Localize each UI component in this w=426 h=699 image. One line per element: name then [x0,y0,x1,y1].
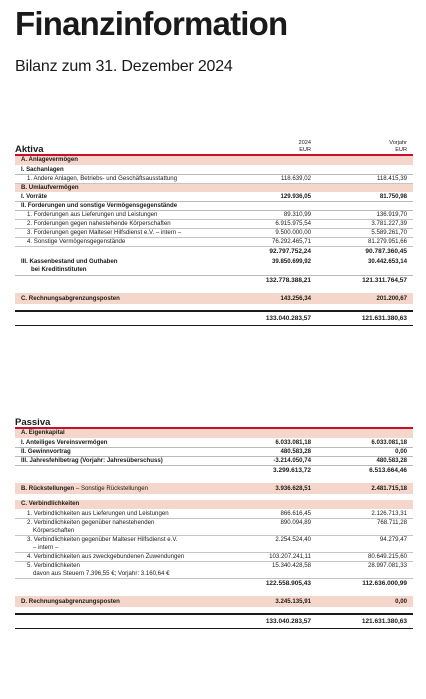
value-2024 [238,429,326,438]
passiva-table [15,414,413,629]
value-vorjahr: 112.636.000,99 [326,578,413,590]
passiva-row-it [15,552,413,561]
aktiva-heading: Aktiva [15,144,44,155]
row-label-line-2: davon aus Steuern 7.396,55 €; Vorjahr: 3.160,64 € [33,569,170,577]
row-label: 4. Sonstige Vermögensgegenstände [15,237,238,246]
aktiva-row-total [15,311,413,326]
value-2024: 129.936,05 [238,192,326,201]
row-label: I. Sachanlagen [15,165,238,174]
row-label: A. Eigenkapital [15,429,238,438]
column-unit-2024: EUR [299,147,311,153]
row-label-line-1: 5. Verbindlichkeiten [27,561,80,569]
value-2024: 2.254.524,40 [238,535,326,552]
row-label-line-1: 2. Verbindlichkeiten gegenüber nahestehenden [27,518,155,526]
aktiva-row-sub [15,201,413,210]
row-label-line-2: Körperschaften [33,526,75,534]
row-label: A. Anlagevermögen [15,156,238,165]
passiva-row-pink [15,596,413,607]
value-vorjahr [326,607,413,614]
value-2024: 9.500.000,00 [238,228,326,237]
row-label: 1. Verbindlichkeiten aus Lieferungen und Leistungen [15,509,238,518]
value-2024: 103.207.241,11 [238,552,326,561]
value-vorjahr: 28.997.081,33 [326,561,413,578]
row-label [15,561,238,578]
aktiva-row-sub2 [15,258,413,275]
passiva-row-it2 [15,561,413,578]
value-2024: 866.616,45 [238,509,326,518]
passiva-row-it [15,509,413,518]
passiva-row-total [15,614,413,629]
row-label [15,304,238,311]
aktiva-table [15,140,413,326]
value-vorjahr: 121.631.380,63 [326,614,413,629]
value-2024 [238,201,326,210]
value-vorjahr: 90.787.360,45 [326,246,413,258]
value-2024: 133.040.283,57 [238,614,326,629]
row-label-line-2: – intern – [33,543,59,551]
row-label: C. Verbindlichkeiten [15,500,238,509]
value-vorjahr: 3.781.227,39 [326,219,413,228]
value-vorjahr [326,156,413,165]
value-vorjahr [326,165,413,174]
page-title: Finanzinformation [15,5,288,42]
column-unit-vorjahr: EUR [395,147,407,153]
row-label-line-2: bei Kreditinstituten [31,266,87,274]
row-label: 4. Verbindlichkeiten aus zweckgebundenen Zuwendungen [15,552,238,561]
value-2024: 92.797.752,24 [238,246,326,258]
row-label-suffix: – Sonstige Rückstellungen [74,484,149,492]
value-2024: 118.639,02 [238,174,326,183]
value-vorjahr: 136.919,70 [326,210,413,219]
value-2024: 143.256,34 [238,293,326,304]
row-label: 2. Forderungen gegen nahestehende Körperschaften [15,219,238,228]
aktiva-row-sum [15,275,413,287]
value-vorjahr: 80.649.215,60 [326,552,413,561]
value-2024 [238,165,326,174]
aktiva-row-it [15,174,413,183]
value-vorjahr: 121.311.764,57 [326,275,413,287]
aktiva-row-it [15,219,413,228]
value-2024: 3.936.628,51 [238,483,326,494]
value-vorjahr: 2.126.713,31 [326,509,413,518]
aktiva-row-it [15,228,413,237]
row-label: II. Gewinnvortrag [15,447,238,456]
aktiva-row-sub [15,165,413,174]
value-vorjahr: 118.415,39 [326,174,413,183]
aktiva-row-sub [15,192,413,201]
aktiva-row-hdr [15,183,413,192]
value-vorjahr: 2.481.715,18 [326,483,413,494]
value-2024: 480.583,28 [238,447,326,456]
aktiva-row-it [15,210,413,219]
row-label: III. Jahresfehlbetrag (Vorjahr: Jahresüberschuss) [15,456,238,465]
row-label: C. Rechnungsabgrenzungsposten [15,293,238,304]
value-2024: 6.033.081,18 [238,438,326,447]
value-2024: 76.292.465,71 [238,237,326,246]
row-label [15,246,238,258]
value-2024: 890.094,89 [238,518,326,535]
passiva-row-sub [15,447,413,456]
row-label [15,465,238,477]
row-label [15,614,238,629]
row-label-main: B. Rückstellungen [21,484,75,492]
value-vorjahr [326,500,413,509]
value-2024: 39.850.699,92 [238,258,326,275]
aktiva-row-it [15,237,413,246]
passiva-row-sum [15,465,413,477]
row-label [15,607,238,614]
value-2024: 133.040.283,57 [238,311,326,326]
value-vorjahr [326,304,413,311]
value-vorjahr: 201.200,67 [326,293,413,304]
page-subtitle: Bilanz zum 31. Dezember 2024 [15,58,233,75]
value-vorjahr [326,183,413,192]
row-label [15,258,238,275]
row-label [15,578,238,590]
value-2024: 122.558.905,43 [238,578,326,590]
value-vorjahr: 768.711,28 [326,518,413,535]
value-vorjahr: 480.583,28 [326,456,413,465]
value-vorjahr: 6.033.081,18 [326,438,413,447]
aktiva-row-hdr [15,156,413,165]
value-vorjahr: 81.750,98 [326,192,413,201]
row-label: 1. Forderungen aus Lieferungen und Leistungen [15,210,238,219]
row-label: I. Vorräte [15,192,238,201]
value-vorjahr [326,201,413,210]
passiva-row-sub [15,438,413,447]
aktiva-row-pink [15,293,413,304]
value-2024: 132.778.388,21 [238,275,326,287]
value-vorjahr: 0,00 [326,596,413,607]
passiva-row-it2 [15,518,413,535]
value-2024 [238,183,326,192]
row-label [15,483,238,494]
value-2024 [238,500,326,509]
column-year-2024: 2024 [298,140,311,146]
row-label [15,275,238,287]
passiva-row-sum [15,578,413,590]
row-label-line-1: 3. Verbindlichkeiten gegenüber Malteser Hilfsdienst e.V. [27,535,178,543]
value-2024 [238,607,326,614]
value-vorjahr: 30.442.653,14 [326,258,413,275]
passiva-row-sub [15,456,413,465]
row-label-line-1: III. Kassenbestand und Guthaben [21,258,118,266]
value-2024 [238,156,326,165]
passiva-row-pinkmix [15,483,413,494]
row-label: D. Rechnungsabgrenzungsposten [15,596,238,607]
passiva-heading: Passiva [15,417,51,428]
row-label: II. Forderungen und sonstige Vermögensgegenstände [15,201,238,210]
row-label: I. Anteiliges Vereinsvermögen [15,438,238,447]
value-vorjahr: 121.631.380,63 [326,311,413,326]
passiva-row-it2 [15,535,413,552]
column-header-vorjahr [326,140,413,155]
value-vorjahr: 0,00 [326,447,413,456]
passiva-row-hdr [15,429,413,438]
aktiva-section-header [15,140,413,155]
row-label: B. Umlaufvermögen [15,183,238,192]
passiva-row-gap [15,607,413,614]
value-2024: -3.214.050,74 [238,456,326,465]
column-year-vorjahr: Vorjahr [389,140,407,146]
value-2024: 15.340.428,58 [238,561,326,578]
passiva-row-hdr [15,500,413,509]
row-label: 3. Forderungen gegen Malteser Hilfsdienst e.V. – intern – [15,228,238,237]
row-label [15,535,238,552]
value-vorjahr: 94.279,47 [326,535,413,552]
value-vorjahr [326,429,413,438]
aktiva-row-gap [15,304,413,311]
value-vorjahr: 5.589.261,70 [326,228,413,237]
value-vorjahr: 81.279.951,66 [326,237,413,246]
passiva-section-header [15,414,413,428]
value-2024: 89.310,99 [238,210,326,219]
row-label [15,518,238,535]
value-2024 [238,304,326,311]
value-vorjahr: 6.513.664,46 [326,465,413,477]
aktiva-row-sum [15,246,413,258]
column-header-2024 [238,140,326,155]
value-2024: 3.299.613,72 [238,465,326,477]
value-2024: 6.915.975,54 [238,219,326,228]
row-label [15,311,238,326]
value-2024: 3.245.135,91 [238,596,326,607]
row-label: 1. Andere Anlagen, Betriebs- und Geschäftsausstattung [15,174,238,183]
